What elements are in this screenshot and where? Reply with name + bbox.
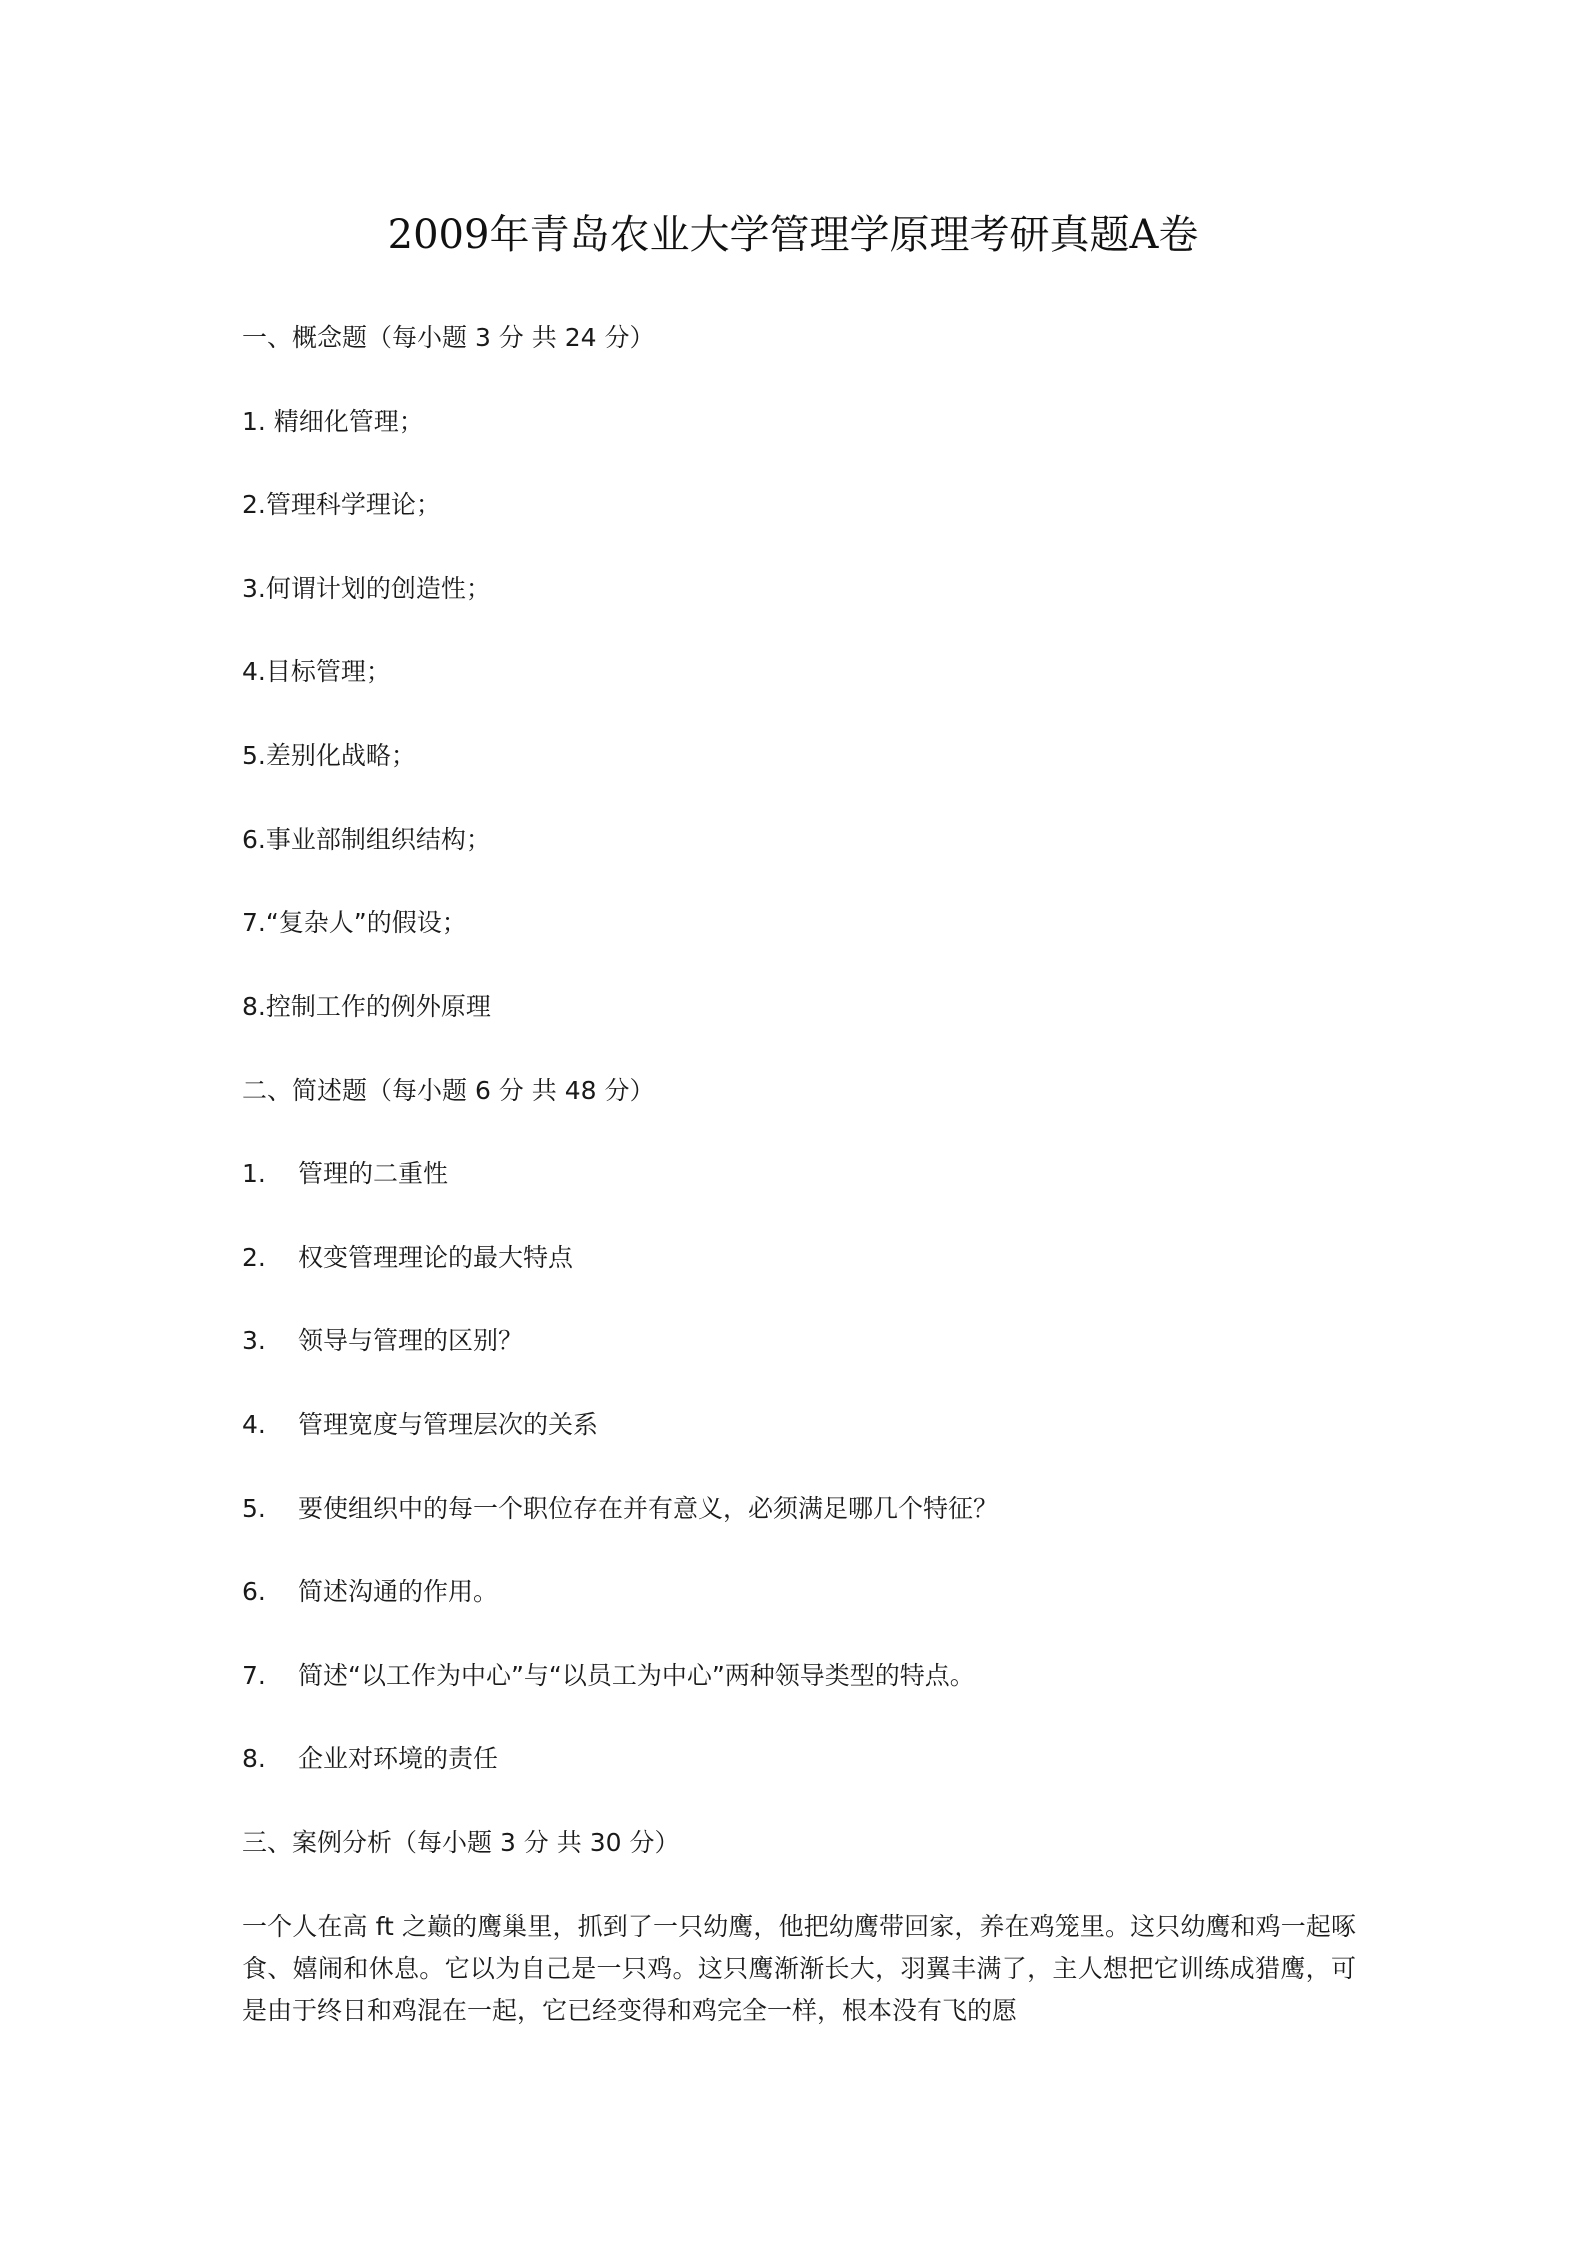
item-text: 简述沟通的作用。: [298, 1577, 499, 1606]
section-1-heading: 一、概念题（每小题 3 分 共 24 分）: [242, 323, 655, 352]
item-text: 要使组织中的每一个职位存在并有意义，必须满足哪几个特征？: [298, 1494, 999, 1523]
page-title: 2009年青岛农业大学管理学原理考研真题A卷: [387, 212, 1199, 258]
section-2-item: [242, 1741, 498, 1777]
section-2-item: [242, 1240, 573, 1276]
item-text: 管理宽度与管理层次的关系: [298, 1410, 599, 1439]
item-number: 1.: [242, 1159, 266, 1188]
section-2-item: [242, 1407, 598, 1443]
item-text: 权变管理理论的最大特点: [298, 1243, 574, 1272]
section-2-heading: 二、简述题（每小题 6 分 共 48 分）: [242, 1076, 655, 1105]
item-number: 6.: [242, 1577, 266, 1606]
item-text: 企业对环境的责任: [298, 1744, 499, 1773]
section-2-item: [242, 1491, 998, 1527]
case-paragraph: 一个人在高 ft 之巅的鹰巢里，抓到了一只幼鹰，他把幼鹰带回家，养在鸡笼里。这只幼鹰和鸡一起啄食、嬉闹和休息。它以为自己是一只鸡。这只鹰渐渐长大，羽翼丰满了，主人想把它训练成猎鹰，可是由于终日和鸡混在一起，它已经变得和鸡完全一样，根本没有飞的愿: [242, 1912, 1356, 2025]
item-number: 4.: [242, 1410, 266, 1439]
section-1-item: 6.事业部制组织结构；: [242, 825, 491, 854]
item-text: 简述“以工作为中心”与“以员工为中心”两种领导类型的特点。: [298, 1661, 975, 1690]
section-2-item: [242, 1156, 448, 1192]
section-1-item: 8.控制工作的例外原理: [242, 992, 491, 1021]
section-1-item: 4.目标管理；: [242, 657, 391, 686]
section-3-heading: 三、案例分析（每小题 3 分 共 30 分）: [242, 1828, 680, 1857]
section-2-item: [242, 1574, 498, 1610]
item-number: 2.: [242, 1243, 266, 1272]
item-number: 8.: [242, 1744, 266, 1773]
item-number: 3.: [242, 1326, 266, 1355]
item-text: 管理的二重性: [298, 1159, 449, 1188]
item-text: 领导与管理的区别？: [298, 1326, 524, 1355]
section-1-item: 7.“复杂人”的假设；: [242, 908, 467, 937]
section-1-item: 5.差别化战略；: [242, 741, 416, 770]
item-number: 7.: [242, 1661, 266, 1690]
section-1-item: 1. 精细化管理；: [242, 407, 424, 436]
section-2-item: [242, 1658, 975, 1694]
section-1-item: 3.何谓计划的创造性；: [242, 574, 491, 603]
item-number: 5.: [242, 1494, 266, 1523]
section-2-item: [242, 1323, 523, 1359]
section-1-item: 2.管理科学理论；: [242, 490, 441, 519]
